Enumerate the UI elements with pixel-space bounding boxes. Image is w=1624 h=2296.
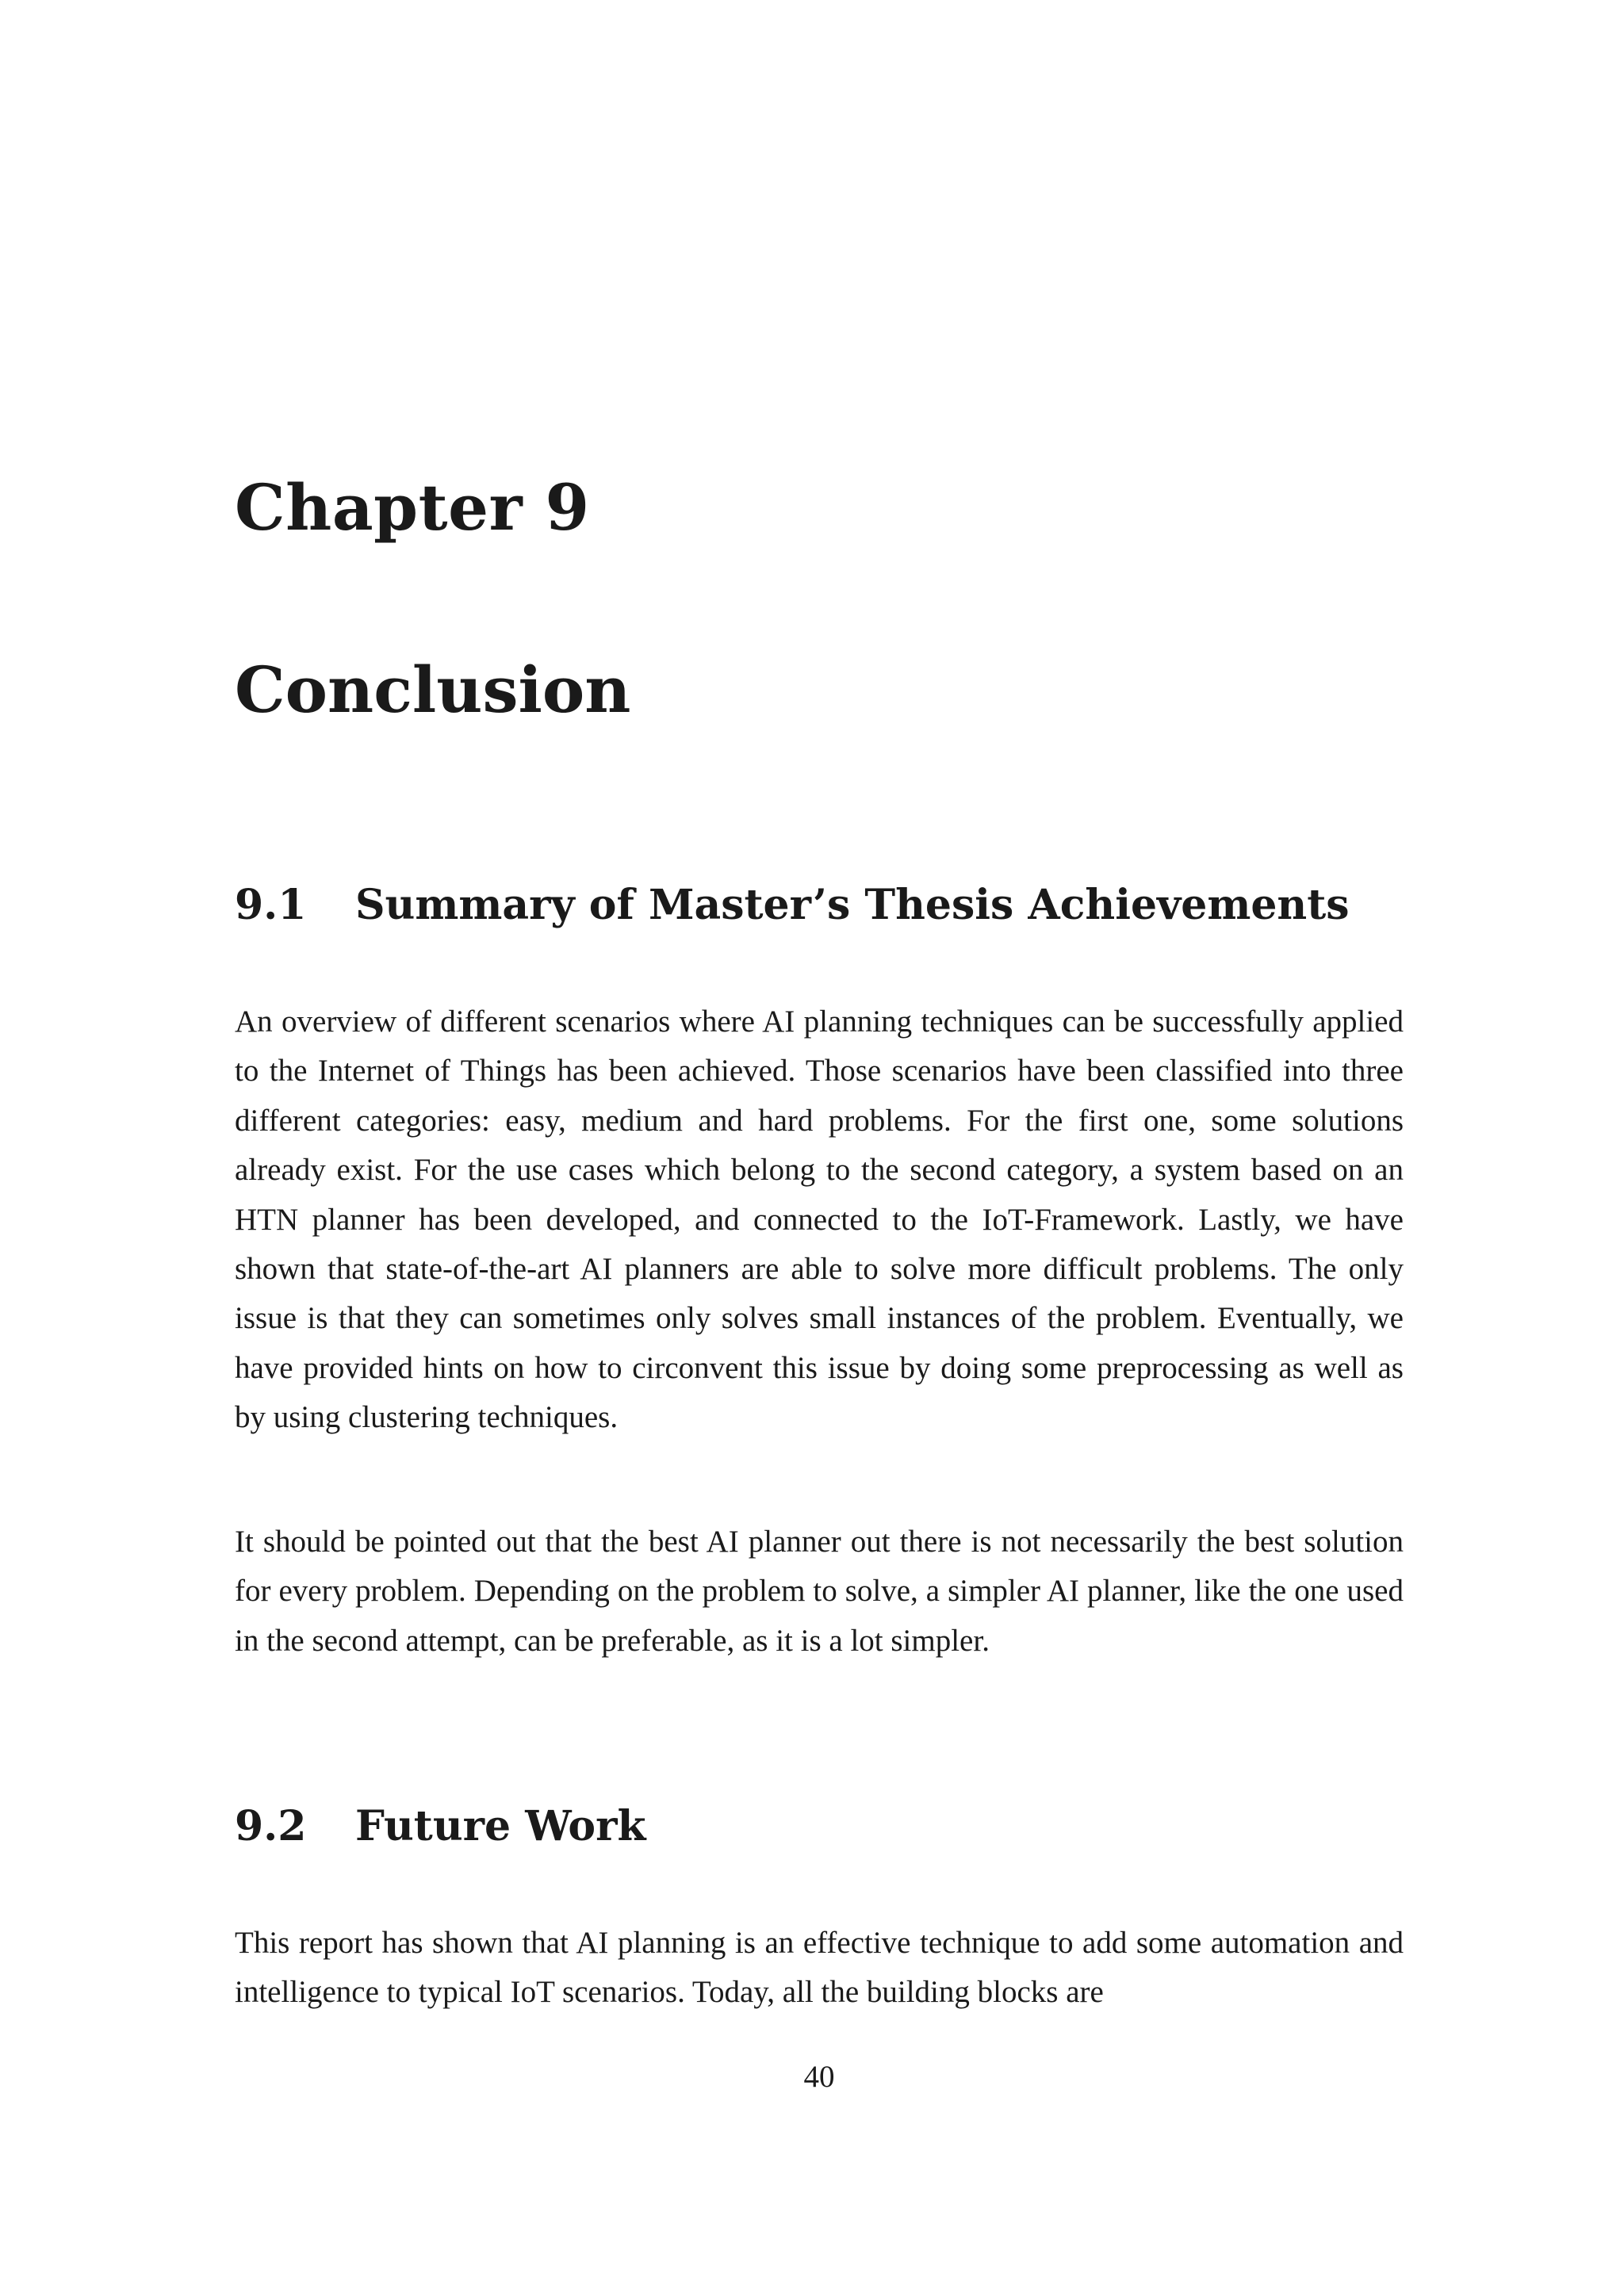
- paragraph-summary-achievements: An overview of different scenarios where AI planning techniques can be successfully applied to the Internet of Things has been achieved. Those scenarios have been classified into three different categories: easy, medium and hard problems. For the first one, some solutions already exist. For the use cases which belong to the second category, a system based on an HTN planner has been developed, and connected to the IoT-Framework. Lastly, we have shown that state-of-the-art AI planners are able to solve more difficult problems. The only issue is that they can sometimes only solves small instances of the problem. Eventually, we have provided hints on how to circonvent this issue by doing some preprocessing as well as by using clustering techniques.: [235, 1004, 1404, 1435]
- paragraph-best-planner: It should be pointed out that the best AI planner out there is not necessarily the best solution for every problem. Depending on the problem to solve, a simpler AI planner, like the one used in the second attempt, can be preferable, as it is a lot simpler.: [235, 1525, 1404, 1658]
- section-number: 9.1: [235, 881, 307, 929]
- page-number: 40: [803, 2060, 835, 2094]
- section-heading-9-2: [235, 1801, 646, 1852]
- chapter-title: Conclusion: [235, 652, 631, 727]
- section-heading-9-1: [235, 880, 1350, 931]
- document-page: [235, 0, 1404, 2296]
- section-title: Summary of Master’s Thesis Achievements: [355, 881, 1350, 929]
- chapter-label: Chapter 9: [235, 470, 590, 545]
- section-title: Future Work: [355, 1802, 646, 1850]
- section-number: 9.2: [235, 1802, 307, 1850]
- paragraph-future-work: This report has shown that AI planning is an effective technique to add some automation and intelligence to typical IoT scenarios. Today, all the building blocks are: [235, 1926, 1404, 2010]
